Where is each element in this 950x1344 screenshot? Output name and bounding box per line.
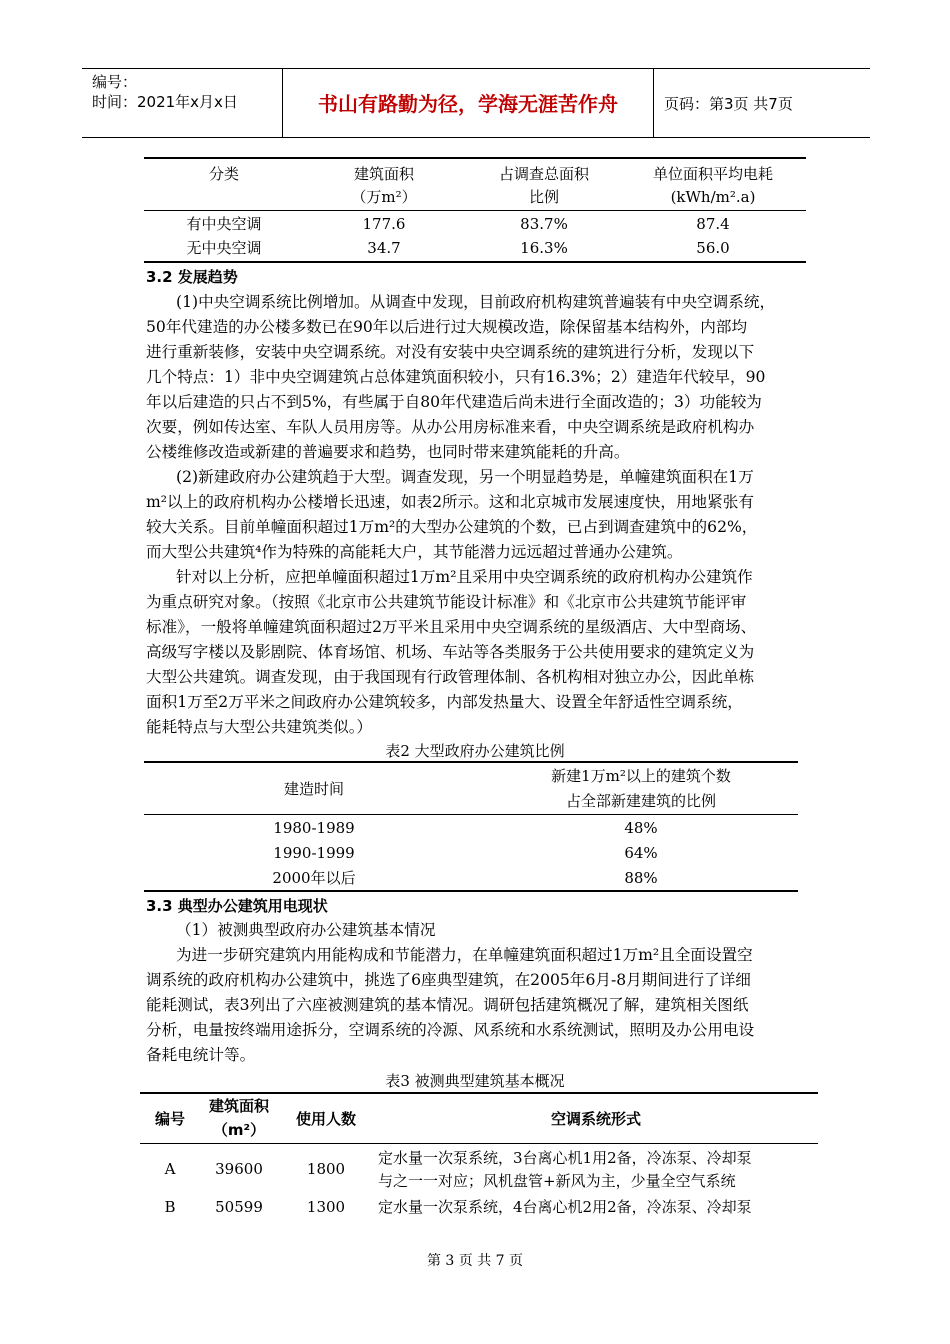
- section-3-3-subtitle: （1）被测典型政府办公建筑基本情况: [176, 921, 436, 939]
- table1-cell: 87.4: [696, 215, 730, 233]
- section-3-2-paragraph-2: [146, 465, 816, 565]
- text-line: (2)新建政府办公建筑趋于大型。调查发现，另一个明显趋势是，单幢建筑面积在1万: [176, 468, 754, 486]
- table1-header-area: 建筑面积: [353, 165, 414, 183]
- text-line: 调系统的政府机构办公建筑中，挑选了6座典型建筑，在2005年6月-8月期间进行了详细: [146, 971, 751, 989]
- table1-header-energy-unit: (kWh/m².a): [670, 188, 756, 206]
- table3-row-system: 与之一一对应；风机盘管+新风为主，少量全空气系统: [378, 1172, 736, 1190]
- header-motto: 书山有路勤为径，学海无涯苦作舟: [318, 92, 618, 116]
- header-motto-cell: [283, 69, 654, 137]
- text-line: 次要，例如传达室、车队人员用房等。从办公用房标准来看，中央空调系统是政府机构办: [146, 418, 755, 436]
- text-line: 分析，电量按终端用途拆分，空调系统的冷源、风系统和水系统测试，照明及办公用电设: [146, 1021, 755, 1039]
- section-3-2-paragraph-3: [146, 565, 816, 740]
- table2-header-time: 建造时间: [283, 780, 344, 798]
- doc-date: 时间：2021年x月x日: [92, 93, 238, 111]
- table3-row-id: A: [164, 1160, 176, 1178]
- table1-mid-rule: [144, 210, 806, 211]
- table2-header-ratio: 新建1万m²以上的建筑个数: [551, 767, 731, 785]
- text-line: 几个特点：1）非中央空调建筑占总体建筑面积较小，只有16.3%；2）建造年代较早，90: [146, 368, 766, 386]
- text-line: 为进一步研究建筑内用能构成和节能潜力，在单幢建筑面积超过1万m²且全面设置空: [176, 946, 753, 964]
- table1-header-area-unit: （万m²）: [351, 188, 417, 206]
- table3-row-area: 50599: [215, 1198, 263, 1216]
- text-line: 能耗测试，表3列出了六座被测建筑的基本情况。调研包括建筑概况了解，建筑相关图纸: [146, 996, 749, 1014]
- table3-row-system: 定水量一次泵系统，4台离心机2用2备，冷冻泵、冷却泵: [378, 1198, 752, 1216]
- section-3-2-title: 3.2 发展趋势: [146, 268, 238, 286]
- text-line: 大型公共建筑。调查发现，由于我国现有行政管理体制、各机构相对独立办公，因此单栋: [146, 668, 755, 686]
- table1-cell: 有中央空调: [186, 215, 262, 233]
- doc-number-label: 编号：: [92, 73, 138, 91]
- text-line: 标准》，一般将单幢建筑面积超过2万平米且采用中央空调系统的星级酒店、大中型商场、: [146, 618, 757, 636]
- text-line: 年以后建造的只占不到5%，有些属于自80年代建造后尚未进行全面改造的；3）功能较为: [146, 393, 762, 411]
- text-line: 进行重新装修，安装中央空调系统。对没有安装中央空调系统的建筑进行分析，发现以下: [146, 343, 755, 361]
- table3-header-id: 编号: [154, 1110, 185, 1128]
- table2-header-ratio-2: 占全部新建建筑的比例: [565, 792, 716, 810]
- table2-cell: 88%: [624, 869, 658, 887]
- text-line: (1)中央空调系统比例增加。从调查中发现，目前政府机构建筑普遍装有中央空调系统，: [176, 293, 776, 311]
- table2-cell: 64%: [624, 844, 658, 862]
- table3-header-area-unit: （m²）: [212, 1121, 266, 1139]
- text-line: 而大型公共建筑⁴作为特殊的高能耗大户，其节能潜力远远超过普通办公建筑。: [146, 543, 683, 561]
- table3-header-system: 空调系统形式: [550, 1110, 641, 1128]
- table3-top-rule: [140, 1092, 818, 1094]
- table3-header-people: 使用人数: [295, 1110, 356, 1128]
- table2-cell: 48%: [624, 819, 658, 837]
- text-line: m²以上的政府机构办公楼增长迅速，如表2所示。这和北京城市发展速度快，用地紧张有: [146, 493, 754, 511]
- table3-row-id: B: [164, 1198, 176, 1216]
- table2-bottom-rule: [144, 890, 798, 892]
- table1-cell: 56.0: [696, 239, 730, 257]
- page-footer: 第 3 页 共 7 页: [426, 1253, 524, 1269]
- table1-top-rule: [144, 157, 806, 159]
- text-line: 能耗特点与大型公共建筑类似。）: [146, 718, 373, 736]
- table3-row-people: 1800: [306, 1160, 346, 1178]
- table1-cell: 34.7: [367, 239, 401, 257]
- table2-cell: 1980-1989: [273, 819, 355, 837]
- table1-cell: 83.7%: [520, 215, 568, 233]
- table2-mid-rule: [144, 814, 798, 815]
- table2-cell: 2000年以后: [272, 869, 356, 887]
- table3-caption: 表3 被测典型建筑基本概况: [385, 1072, 565, 1090]
- table1-header-energy: 单位面积平均电耗: [652, 165, 773, 183]
- text-line: 高级写字楼以及影剧院、体育场馆、机场、车站等各类服务于公共使用要求的建筑定义为: [146, 643, 755, 661]
- header-page-info: 页码：第3页 共7页: [664, 95, 793, 113]
- header-meta: [82, 69, 283, 137]
- table1-cell: 16.3%: [520, 239, 568, 257]
- table3-row-area: 39600: [215, 1160, 263, 1178]
- text-line: 公楼维修改造或新建的普遍要求和趋势，也同时带来建筑能耗的升高。: [146, 443, 630, 461]
- text-line: 50年代建造的办公楼多数已在90年以后进行过大规模改造，除保留基本结构外，内部均: [146, 318, 748, 336]
- table3-row-system: 定水量一次泵系统，3台离心机1用2备，冷冻泵、冷却泵: [378, 1149, 752, 1167]
- table2-cell: 1990-1999: [273, 844, 355, 862]
- table1-bottom-rule: [144, 261, 806, 263]
- table2-caption: 表2 大型政府办公建筑比例: [385, 742, 565, 760]
- table3-row-people: 1300: [306, 1198, 346, 1216]
- table1-cell: 177.6: [362, 215, 406, 233]
- table1-header-share-2: 比例: [528, 188, 559, 206]
- page-header: [82, 68, 870, 138]
- section-3-2-paragraph-1: [146, 290, 816, 465]
- text-line: 为重点研究对象。（按照《北京市公共建筑节能设计标准》和《北京市公共建筑节能评审: [146, 593, 747, 611]
- text-line: 备耗电统计等。: [146, 1046, 256, 1064]
- text-line: 较大关系。目前单幢面积超过1万m²的大型办公建筑的个数，已占到调查建筑中的62%，: [146, 518, 758, 536]
- table1-cell: 无中央空调: [186, 239, 262, 257]
- text-line: 针对以上分析，应把单幢面积超过1万m²且采用中央空调系统的政府机构办公建筑作: [176, 568, 753, 586]
- table1-header-category: 分类: [208, 165, 239, 183]
- table3-mid-rule: [140, 1143, 818, 1144]
- table2-top-rule: [144, 761, 798, 763]
- table3-header-area: 建筑面积: [208, 1097, 269, 1115]
- text-line: 面积1万至2万平米之间政府办公建筑较多，内部发热量大、设置全年舒适性空调系统，: [146, 693, 743, 711]
- header-page-cell: [654, 69, 870, 137]
- section-3-3-paragraph-1: [146, 943, 816, 1068]
- table1-header-share: 占调查总面积: [498, 165, 589, 183]
- section-3-3-title: 3.3 典型办公建筑用电现状: [146, 897, 328, 915]
